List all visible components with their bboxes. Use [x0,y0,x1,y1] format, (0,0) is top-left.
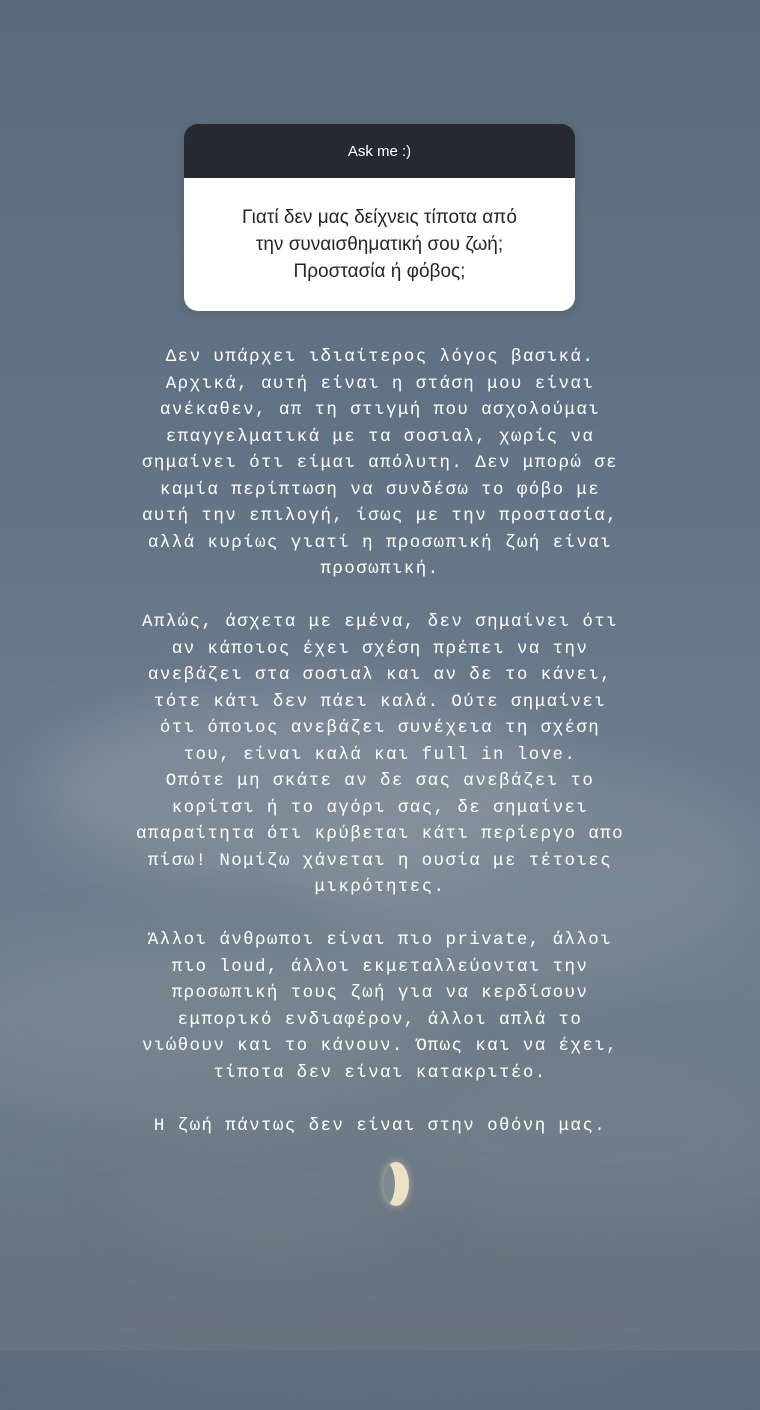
answer-line: τίποτα δεν είναι κατακριτέο. [213,1062,547,1083]
answer-line: νιώθουν και το κάνουν. Όπως και να έχει, [141,1036,619,1056]
answer-line: μικρότητες. [314,877,446,897]
question-sticker-header: Ask me :) [184,124,575,178]
answer-line: κορίτσι ή το αγόρι σας, δε σημαίνει [171,797,589,818]
answer-line: τότε κάτι δεν πάει καλά. Ούτε σημαίνει [153,691,607,712]
answer-line: αν κάποιος έχει σχέση πρέπει να την [171,638,589,659]
answer-line: προσωπική. [320,559,440,579]
moon-shadow [383,1162,395,1206]
answer-line: αλλά κυρίως γιατί η προσωπική ζωή είναι [147,532,613,553]
answer-line: Οπότε μη σκάτε αν δε σας ανεβάζει το [165,771,595,791]
crescent-moon-icon [383,1162,409,1206]
answer-paragraph [60,609,700,901]
answer-text [60,344,700,1166]
answer-paragraph [60,927,700,1086]
answer-line: καμία περίπτωση να συνδέσω το φόβο με [159,479,601,500]
answer-line: ότι όποιος ανεβάζει συνέχεια τη σχέση [159,718,601,738]
answer-paragraph [60,344,700,583]
answer-line: Αρχικά, αυτή είναι η στάση μου είναι [165,373,595,394]
answer-line: του, είναι καλά και full in love. [183,744,577,765]
answer-line: πιο loud, άλλοι εκμεταλλεύονται την [171,956,589,977]
answer-line: σημαίνει ότι είμαι απόλυτη. Δεν μπορώ σε [141,453,619,473]
answer-line: προσωπική τους ζωή για να κερδίσουν [171,983,589,1003]
answer-line: Απλώς, άσχετα με εμένα, δεν σημαίνει ότι [141,612,619,632]
answer-line: Η ζωή πάντως δεν είναι στην οθόνη μας. [153,1115,607,1136]
answer-line: εμπορικό ενδιαφέρον, άλλοι απλά το [177,1009,583,1030]
question-line: Γιατί δεν μας δείχνεις τίποτα από [242,207,517,228]
answer-line: Δεν υπάρχει ιδιαίτερος λόγος βασικά. [165,347,595,367]
answer-line: ανέκαθεν, απ τη στιγμή που ασχολούμαι [159,400,601,420]
question-sticker[interactable] [184,124,575,311]
cloud-background [0,1210,760,1410]
answer-line: ανεβάζει στα σοσιαλ και αν δε το κάνει, [147,665,613,685]
answer-line: πίσω! Νομίζω χάνεται η ουσία με τέτοιες [147,850,613,871]
answer-line: αυτή την επιλογή, ίσως με την προστασία, [141,506,619,526]
answer-paragraph [60,1113,700,1140]
question-line: την συναισθηματική σου ζωή; [255,234,504,255]
question-sticker-body [184,178,575,311]
answer-line: Άλλοι άνθρωποι είναι πιο private, άλλοι [147,930,613,950]
answer-line: επαγγελματικά με τα σοσιαλ, χωρίς να [165,426,595,447]
answer-line: απαραίτητα ότι κρύβεται κάτι περίεργο απο [136,824,624,844]
question-line: Προστασία ή φόβος; [293,261,466,282]
